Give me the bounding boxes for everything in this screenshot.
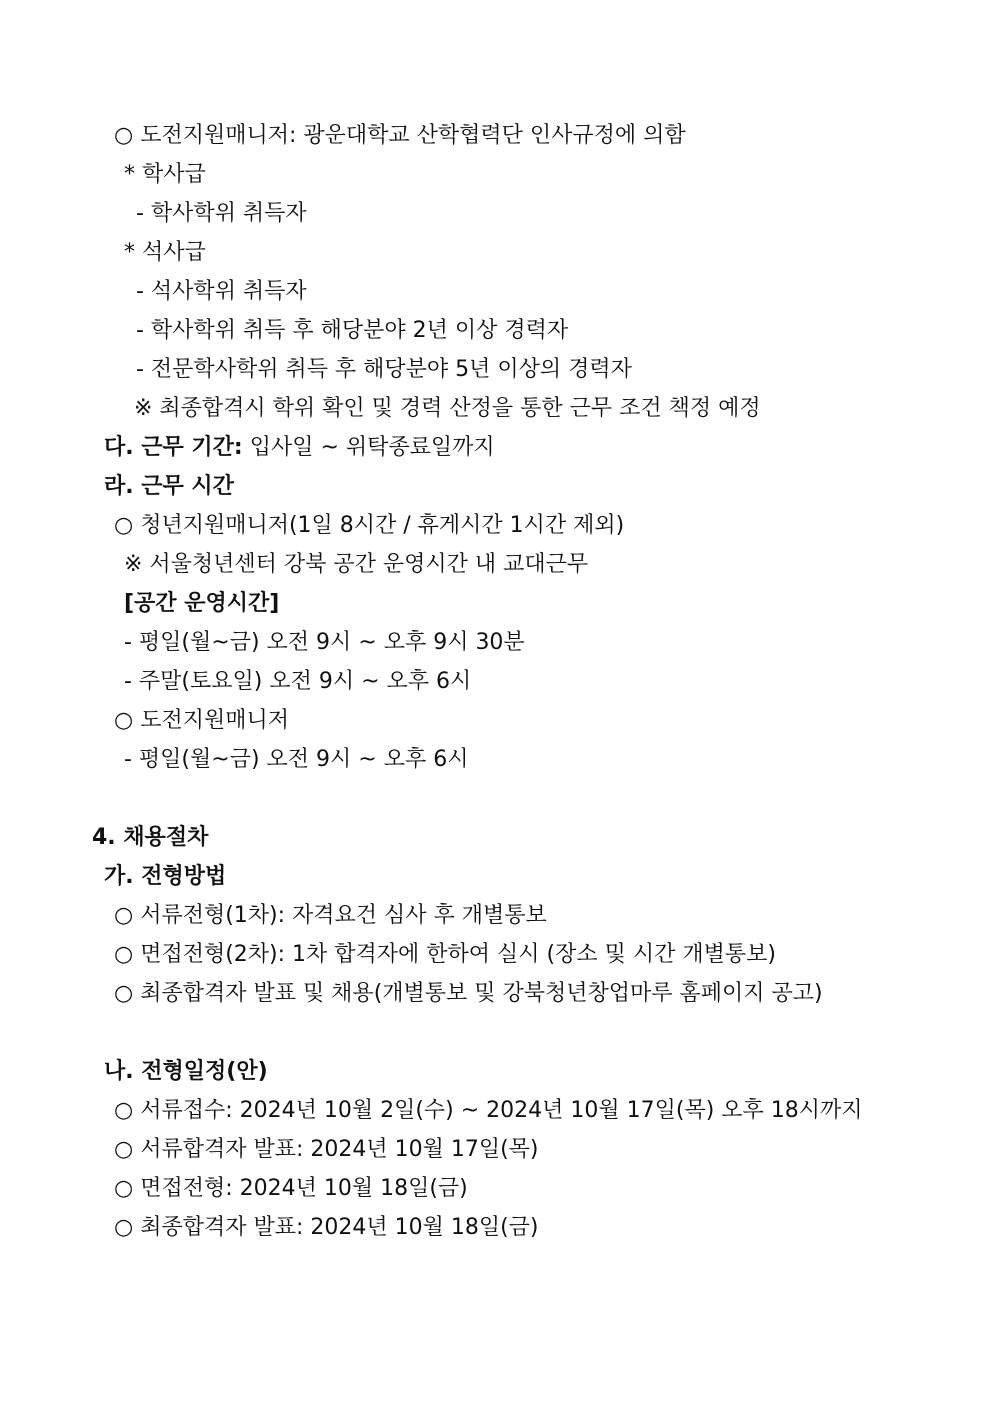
manager-challenge-criteria: ○ 도전지원매니저: 광운대학교 산학협력단 인사규정에 의함: [114, 123, 686, 148]
shift-note: ※ 서울청년센터 강북 공간 운영시간 내 교대근무: [124, 552, 589, 577]
bachelor-level-heading: * 학사급: [124, 162, 206, 187]
schedule-document-submission: ○ 서류접수: 2024년 10월 2일(수) ~ 2024년 10월 17일(목) 오후 18시까지: [114, 1098, 863, 1123]
work-period-label: 다. 근무 기간:: [104, 435, 243, 460]
schedule-heading: 나. 전형일정(안): [104, 1059, 268, 1084]
master-level-heading: * 석사급: [124, 240, 206, 265]
space-hours-heading: [공간 운영시간]: [124, 591, 280, 616]
youth-manager-hours: ○ 청년지원매니저(1일 8시간 / 휴게시간 1시간 제외): [114, 513, 625, 538]
master-requirement-3: - 전문학사학위 취득 후 해당분야 5년 이상의 경력자: [136, 357, 632, 382]
document-screening: ○ 서류전형(1차): 자격요건 심사 후 개별통보: [114, 903, 547, 928]
master-requirement-1: - 석사학위 취득자: [136, 279, 307, 304]
interview-screening: ○ 면접전형(2차): 1차 합격자에 한하여 실시 (장소 및 시간 개별통보): [114, 942, 776, 967]
work-hours-heading: 라. 근무 시간: [104, 474, 234, 499]
bachelor-requirement: - 학사학위 취득자: [136, 201, 307, 226]
master-requirement-2: - 학사학위 취득 후 해당분야 2년 이상 경력자: [136, 318, 569, 343]
final-pass-note: ※ 최종합격시 학위 확인 및 경력 산정을 통한 근무 조건 책정 예정: [134, 396, 761, 421]
final-announcement: ○ 최종합격자 발표 및 채용(개별통보 및 강북청년창업마루 홈페이지 공고): [114, 981, 823, 1006]
work-period-value: 입사일 ~ 위탁종료일까지: [242, 435, 495, 460]
challenge-manager-label: ○ 도전지원매니저: [114, 708, 289, 733]
challenge-weekday-hours: - 평일(월~금) 오전 9시 ~ 오후 6시: [124, 747, 469, 772]
work-period: [104, 433, 495, 463]
weekday-hours: - 평일(월~금) 오전 9시 ~ 오후 9시 30분: [124, 630, 525, 655]
weekend-hours: - 주말(토요일) 오전 9시 ~ 오후 6시: [124, 669, 472, 694]
schedule-interview: ○ 면접전형: 2024년 10월 18일(금): [114, 1176, 468, 1201]
schedule-final-result: ○ 최종합격자 발표: 2024년 10월 18일(금): [114, 1215, 539, 1240]
section-recruitment-procedure: 4. 채용절차: [92, 825, 209, 850]
screening-method-heading: 가. 전형방법: [104, 864, 227, 889]
schedule-document-result: ○ 서류합격자 발표: 2024년 10월 17일(목): [114, 1137, 539, 1162]
